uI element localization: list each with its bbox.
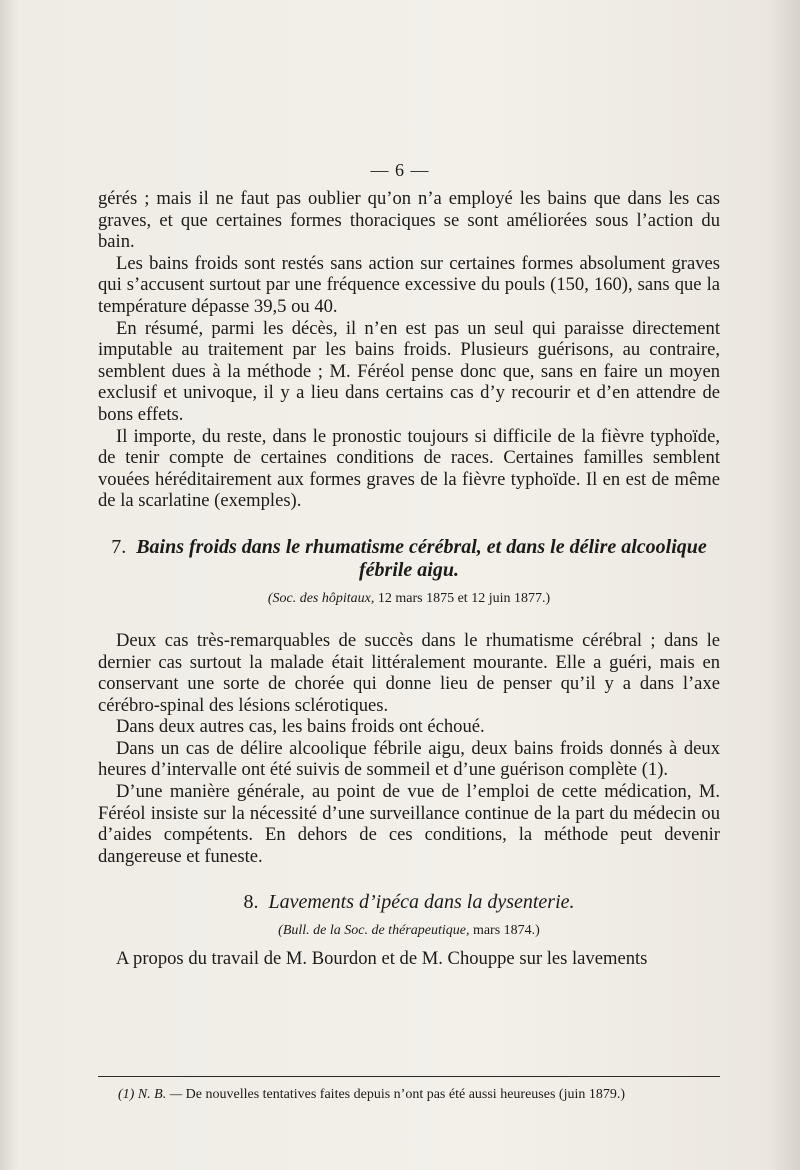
footnote — [118, 1086, 720, 1104]
section-8-source-dates: mars 1874.) — [472, 923, 540, 939]
footnote-text: De nouvelles tentatives faites depuis n’ont pas été aussi heureuses (juin 1879.) — [185, 1087, 626, 1102]
section-7-title: Bains froids dans le rhumatisme cérébral, et dans le délire alcoolique fébrile aigu. — [136, 535, 707, 581]
section-8-source-journal: (Bull. de la Soc. de thérapeutique, — [278, 923, 470, 939]
paragraph: Deux cas très-remarquables de succès dans le rhumatisme cérébral ; dans le dernier cas surtout la malade était littéralement mourante. Elle a guéri, mais en conservant une sorte de chorée qui donne lieu de penser qu’il y a dans l’axe cérébro-spinal des lésions sclérotiques. — [98, 629, 720, 716]
section-7-heading — [98, 536, 720, 582]
section-8-number: 8. — [243, 891, 259, 914]
footnote-marker: (1) N. B. — — [118, 1087, 183, 1102]
paragraph: Les bains froids sont restés sans action sur certaines formes absolument graves qui s’accusent surtout par une fréquence excessive du pouls (150, 160), sans que la température dépasse 39,5 ou 40. — [98, 252, 720, 317]
paragraph: En résumé, parmi les décès, il n’en est pas un seul qui paraisse directement imputable au traitement par les bains froids. Plusieurs guérisons, au contraire, semblent dues à la méthode ; M. Féréol pense donc que, sans en faire un moyen exclusif et univoque, il y a lieu dans certains cas d’y recourir et d’en attendre de bons effets. — [98, 317, 720, 425]
paragraph: Dans deux autres cas, les bains froids ont échoué. — [116, 716, 485, 738]
section-8-title: Lavements d’ipéca dans la dysenterie. — [268, 891, 575, 914]
footnote-rule — [98, 1076, 720, 1077]
section-7-number: 7. — [111, 535, 127, 558]
paragraph: Il importe, du reste, dans le pronostic toujours si difficile de la fièvre typhoïde, de tenir compte de certaines conditions de races. Certaines familles semblent vouées héréditairement aux formes graves de la fièvre typhoïde. Il en est de même de la scarlatine (exemples). — [98, 425, 720, 512]
section-7-source-journal: (Soc. des hôpitaux, — [267, 590, 375, 606]
section-8-heading — [98, 891, 720, 914]
paragraph: A propos du travail de M. Bourdon et de M. Chouppe sur les lavements — [116, 948, 648, 970]
section-7-source-dates: 12 mars 1875 et 12 juin 1877.) — [377, 590, 551, 606]
page-number: — 6 — — [370, 160, 430, 180]
paragraph: gérés ; mais il ne faut pas oublier qu’on n’a employé les bains que dans les cas graves, et que certaines formes thoraciques se sont améliorées sous l’action du bain. — [98, 188, 720, 253]
section-7-source — [98, 590, 720, 608]
page-body — [98, 188, 720, 970]
paragraph: D’une manière générale, au point de vue de l’emploi de cette médication, M. Féréol insiste sur la nécessité d’une surveillance continue de la part du médecin ou d’aides compétents. En dehors de ces conditions, la méthode peut devenir dangereuse et funeste. — [98, 781, 720, 867]
section-8-source — [98, 922, 720, 940]
paragraph: Dans un cas de délire alcoolique fébrile aigu, deux bains froids donnés à deux heures d’intervalle ont été suivis de sommeil et d’une guérison complète (1). — [98, 737, 720, 781]
